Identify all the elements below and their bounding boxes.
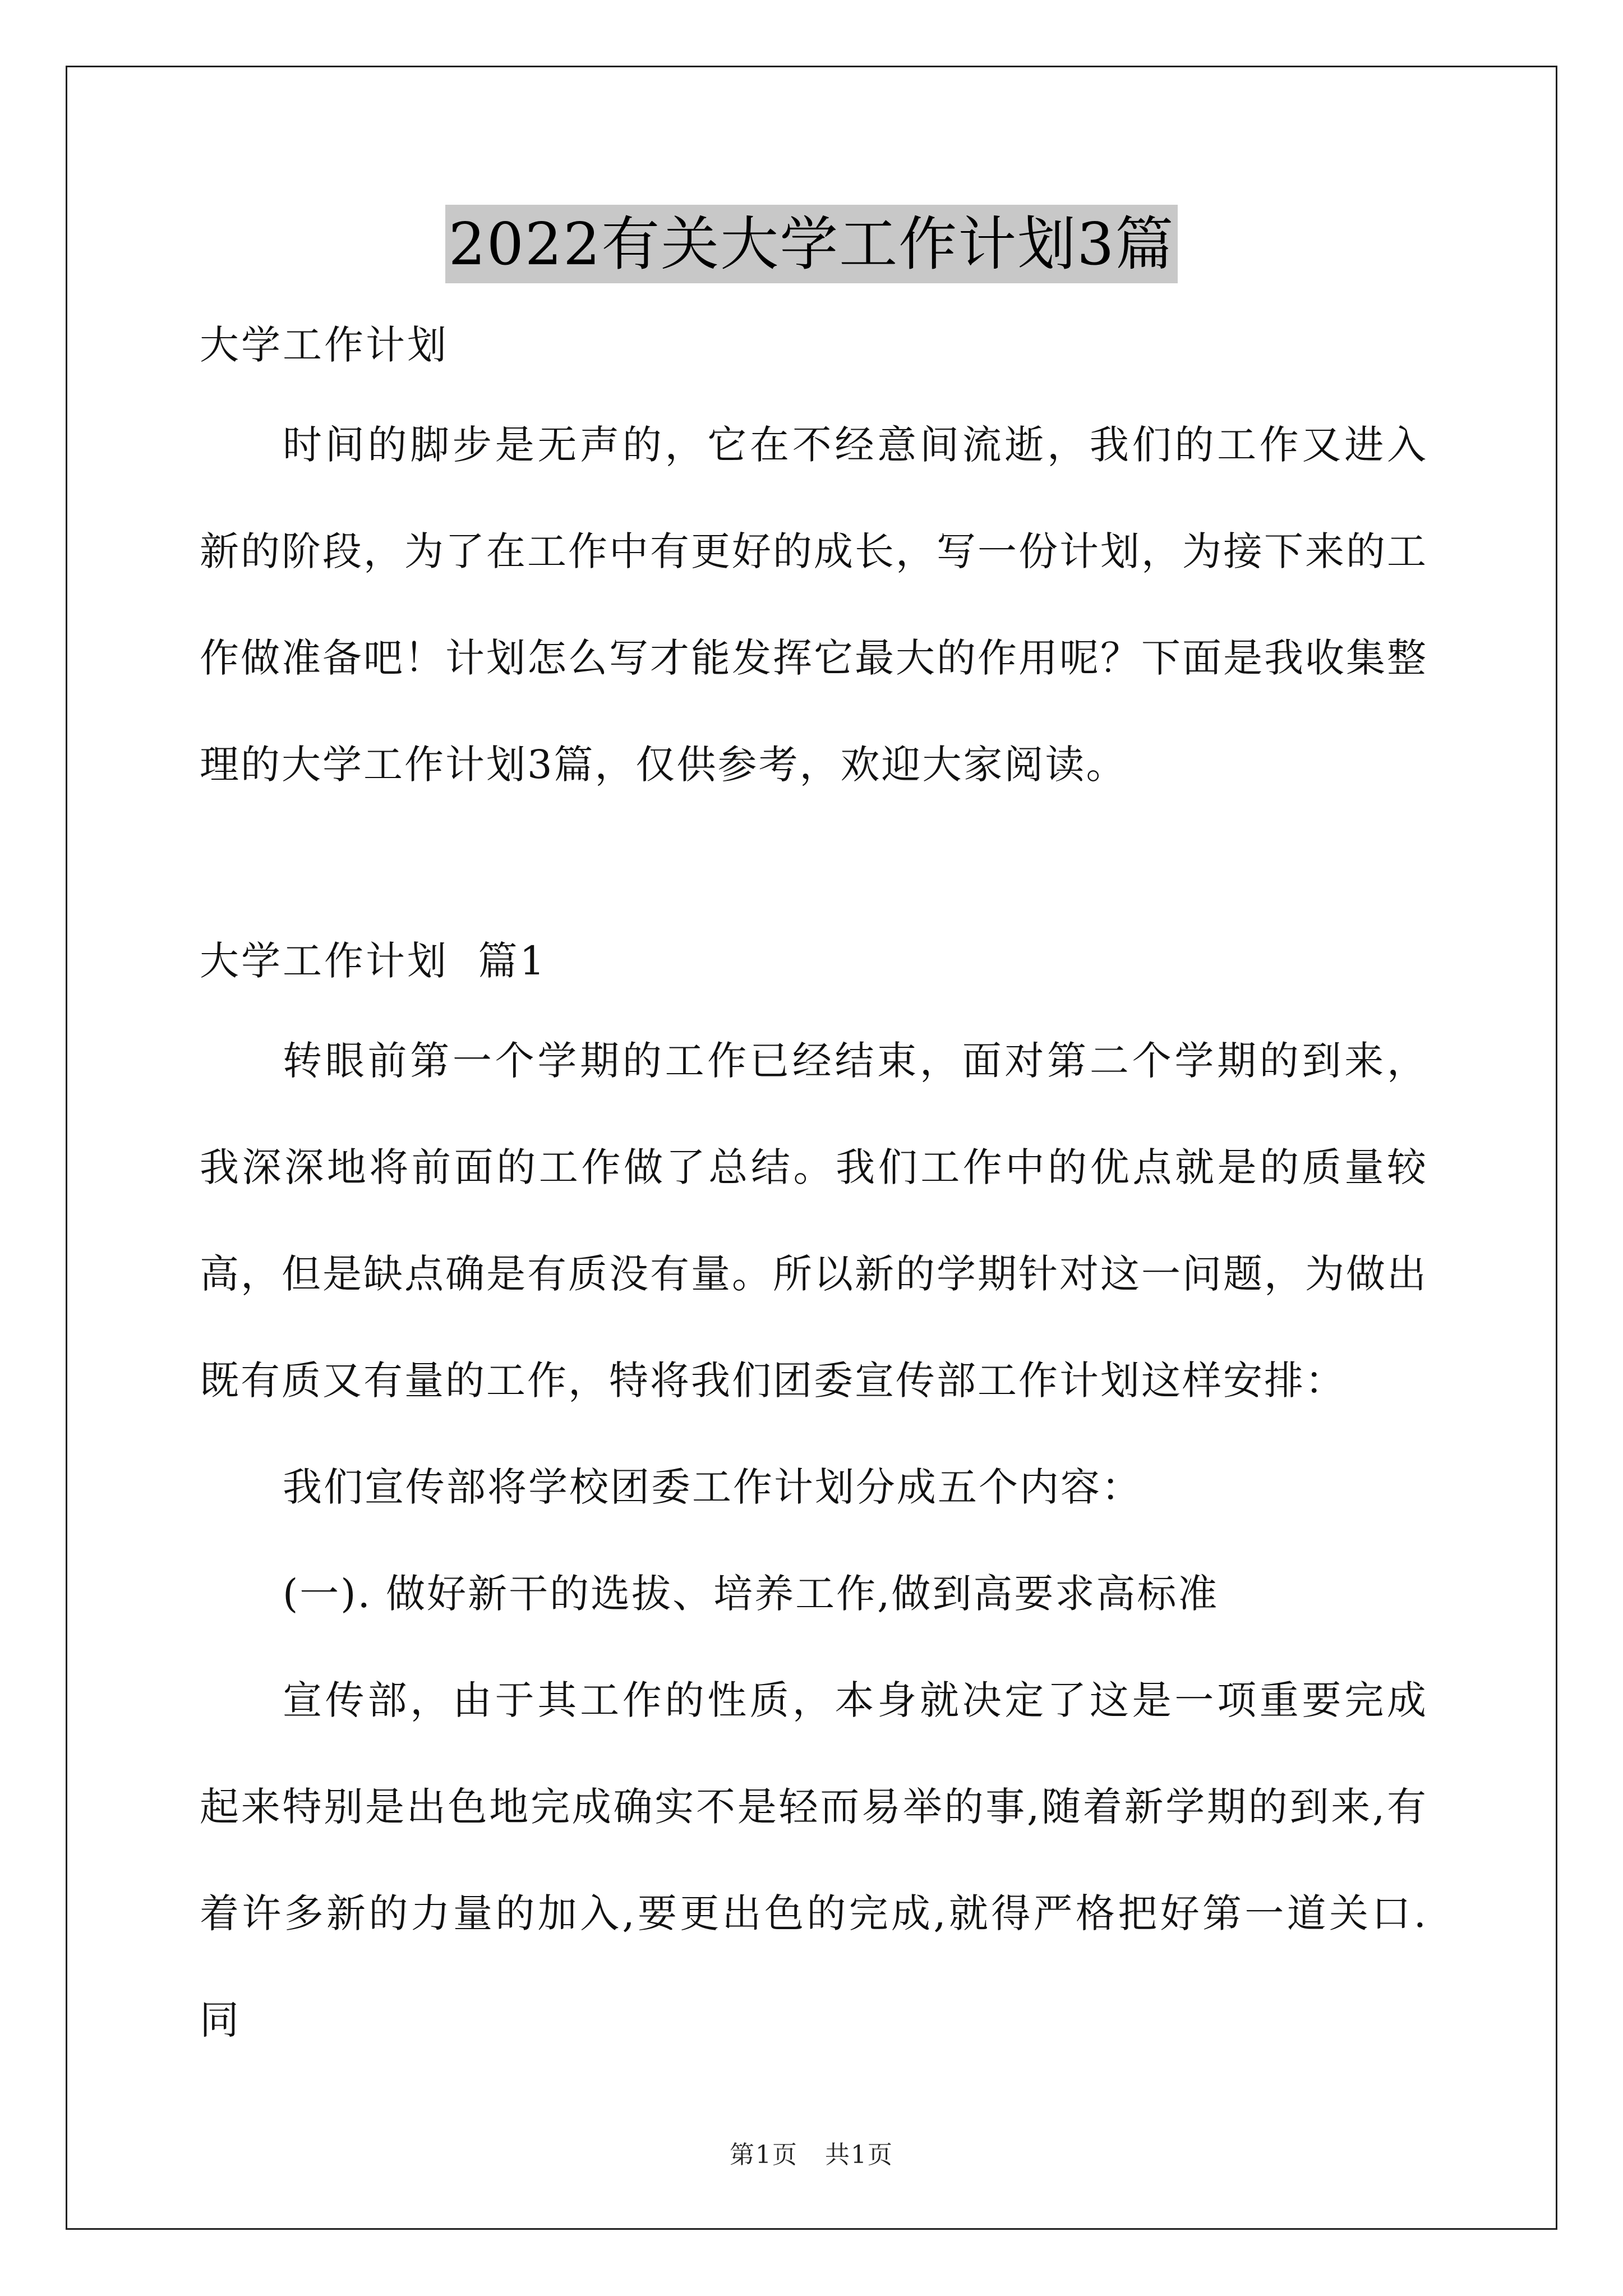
section1-paragraph: (一). 做好新干的选拔、培养工作,做到高要求高标准	[283, 1571, 1219, 1617]
page-footer	[0, 2134, 1623, 2170]
section1-heading: 大学工作计划 篇1	[200, 938, 547, 984]
intro-paragraph: 时间的脚步是无声的，它在不经意间流逝，我们的工作又进入新的阶段，为了在工作中有更好的成长，写一份计划，为接下来的工作做准备吧！计划怎么写才能发挥它最大的作用呢？下面是我收集整理的大学工作计划3篇，仅供参考，欢迎大家阅读。	[200, 422, 1428, 788]
page-number: 第1页 共1页	[730, 2141, 893, 2169]
document-title: 2022有关大学工作计划3篇	[445, 205, 1178, 283]
section1-paragraph: 转眼前第一个学期的工作已经结束，面对第二个学期的到来，我深深地将前面的工作做了总结。我们工作中的优点就是的质量较高，但是缺点确是有质没有量。所以新的学期针对这一问题，为做出既有质又有量的工作，特将我们团委宣传部工作计划这样安排：	[200, 1038, 1428, 1404]
section1-paragraph: 我们宣传部将学校团委工作计划分成五个内容：	[283, 1464, 1142, 1510]
section1-paragraph: 宣传部，由于其工作的性质，本身就决定了这是一项重要完成起来特别是出色地完成确实不是轻而易举的事,随着新学期的到来,有着许多新的力量的加入,要更出色的完成,就得严格把好第一道关口.同	[200, 1677, 1428, 2043]
document-body	[200, 303, 1428, 2073]
intro-heading: 大学工作计划	[200, 322, 449, 368]
title-container	[0, 205, 1623, 283]
